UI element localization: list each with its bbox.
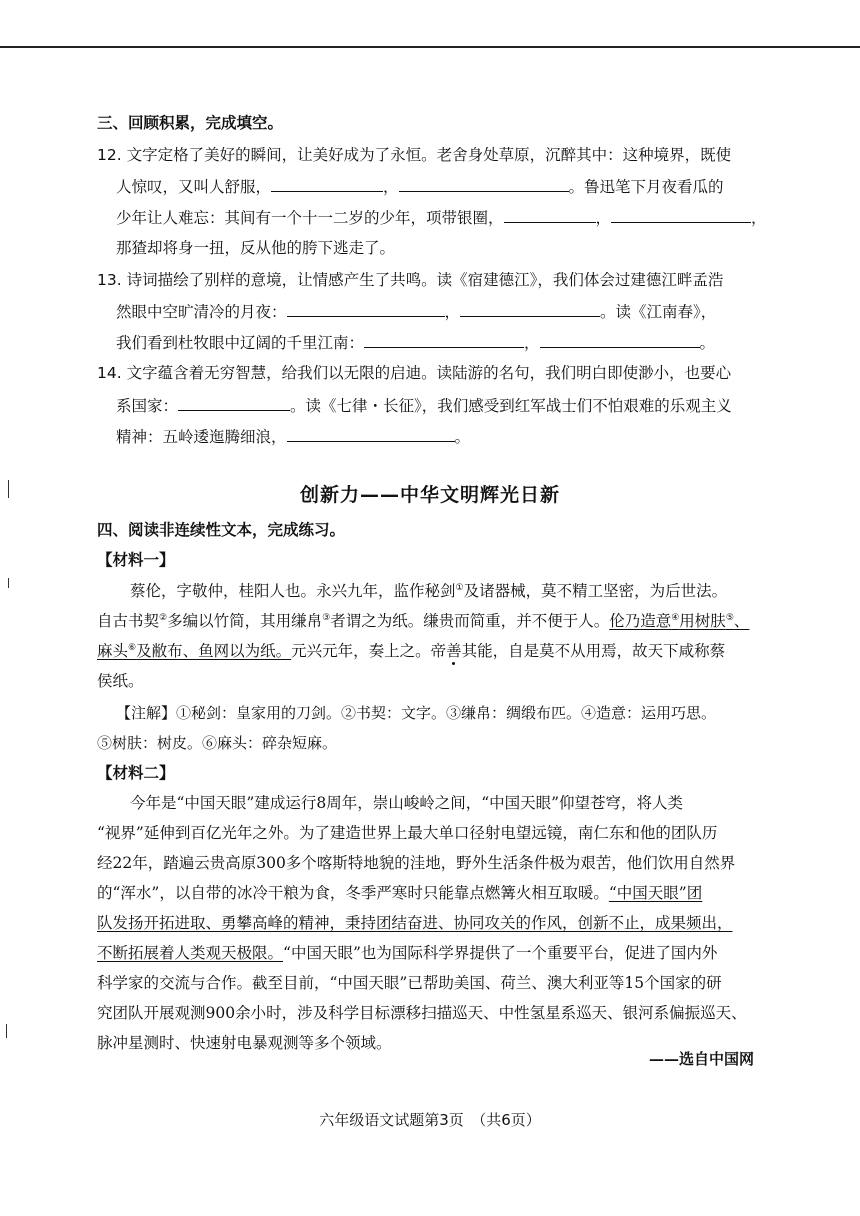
- top-border-line: [0, 46, 860, 48]
- material2-line7: 科学家的交流与合作。截至目前，“中国天眼”已帮助美国、荷兰、澳大利亚等15个国家的研: [97, 974, 722, 992]
- answer-blank[interactable]: [399, 175, 569, 192]
- answer-blank[interactable]: [287, 300, 445, 317]
- material1-line4: 侯纸。: [97, 672, 144, 690]
- answer-blank[interactable]: [611, 206, 751, 223]
- material2-line6: 不断拓展着人类观天极限。“中国天眼”也为国际科学界提供了一个重要平台，促进了国内外: [97, 944, 718, 962]
- material2-line1: 今年是“中国天眼”建成运行8周年，崇山峻岭之间，“中国天眼”仰望苍穹，将人类: [130, 794, 684, 812]
- q13-line3: 我们看到杜牧眼中辽阔的千里江南： ， 。: [116, 331, 715, 354]
- material2-line2: “视界”延伸到百亿光年之外。为了建造世界上最大单口径射电望远镜，南仁东和他的团队历: [97, 824, 718, 842]
- q13-line1: 13. 诗词描绘了别样的意境，让情感产生了共鸣。读《宿建德江》，我们体会过建德江畔孟浩: [97, 271, 724, 289]
- unit-title: 创新力——中华文明辉光日新: [299, 484, 560, 506]
- material1-line1: 蔡伦，字敬仲，桂阳人也。永兴九年，监作秘剑①及诸器械，莫不精工坚密，为后世法。: [130, 582, 728, 600]
- q13-line2: 然眼中空旷清冷的月夜： ， 。读《江南春》，: [116, 300, 716, 323]
- material1-line2: 自古书契②多编以竹简，其用缣帛③者谓之为纸。缣贵而简重，并不便于人。伦乃造意④用树肤⑤、: [97, 612, 750, 630]
- page-footer: 六年级语文试题第3页 （共6页）: [319, 1111, 541, 1129]
- answer-blank[interactable]: [178, 394, 290, 411]
- section3-heading: 三、回顾积累，完成填空。: [97, 114, 284, 132]
- underlined-sentence: 麻头⑥及敝布、鱼网以为纸。: [97, 642, 292, 660]
- underlined-sentence: 伦乃造意④用树肤⑤、: [609, 612, 750, 630]
- answer-blank[interactable]: [271, 175, 383, 192]
- material2-label: 【材料二】: [97, 764, 175, 782]
- material2-line3: 经22年，踏遍云贵高原300多个喀斯特地貌的洼地，野外生活条件极为艰苦，他们饮用自然界: [97, 854, 736, 872]
- q12-line1: 12. 文字定格了美好的瞬间，让美好成为了永恒。老舍身处草原，沉醉其中：这种境界，既使: [97, 146, 732, 164]
- section4-heading: 四、阅读非连续性文本，完成练习。: [97, 521, 346, 539]
- answer-blank[interactable]: [287, 425, 455, 442]
- material2-line4: 的“浑水”，以自带的冰冷干粮为食，冬季严寒时只能靠点燃篝火相互取暖。“中国天眼”团: [97, 884, 703, 902]
- underlined-sentence: “中国天眼”团: [608, 884, 703, 902]
- q12-line2: 人惊叹，又叫人舒服， ， 。鲁迅笔下月夜看瓜的: [116, 175, 724, 198]
- emphasis-dot-char: 善: [446, 642, 462, 660]
- margin-mark: [6, 1024, 7, 1038]
- material2-line5: 队发扬开拓进取、勇攀高峰的精神，秉持团结奋进、协同攻关的作风，创新不止，成果频出，: [97, 914, 733, 932]
- material1-label: 【材料一】: [97, 551, 175, 569]
- material1-line3: 麻头⑥及敝布、鱼网以为纸。元兴元年，奏上之。帝善其能，自是莫不从用焉，故天下咸称蔡: [97, 642, 726, 660]
- answer-blank[interactable]: [540, 331, 700, 348]
- underlined-sentence: 不断拓展着人类观天极限。: [97, 944, 284, 962]
- answer-blank[interactable]: [460, 300, 600, 317]
- source-citation: ——选自中国网: [648, 1050, 754, 1068]
- q14-line1: 14. 文字蕴含着无穷智慧，给我们以无限的启迪。读陆游的名句，我们明白即使渺小，也要心: [97, 364, 732, 382]
- answer-blank[interactable]: [364, 331, 524, 348]
- material1-notes-line2: ⑤树肤：树皮。⑥麻头：碎杂短麻。: [97, 734, 338, 752]
- margin-mark: [8, 578, 9, 588]
- material2-line8: 究团队开展观测900余小时，涉及科学目标漂移扫描巡天、中性氢星系巡天、银河系偏振巡天、: [97, 1004, 747, 1022]
- material2-line9: 脉冲星测时、快速射电暴观测等多个领域。: [97, 1034, 392, 1052]
- q12-line4: 那猹却将身一扭，反从他的胯下逃走了。: [116, 239, 396, 257]
- material1-notes-line1: 【注解】①秘剑：皇家用的刀剑。②书契：文字。③缣帛：绸缎布匹。④造意：运用巧思。: [116, 704, 717, 722]
- q14-line3: 精神：五岭逶迤腾细浪， 。: [116, 425, 470, 448]
- answer-blank[interactable]: [504, 206, 596, 223]
- q14-line2: 系国家： 。读《七律・长征》，我们感受到红军战士们不怕艰难的乐观主义: [116, 394, 732, 417]
- q12-line3: 少年让人难忘：其间有一个十一二岁的少年，项带银圈， ， ，: [116, 206, 767, 229]
